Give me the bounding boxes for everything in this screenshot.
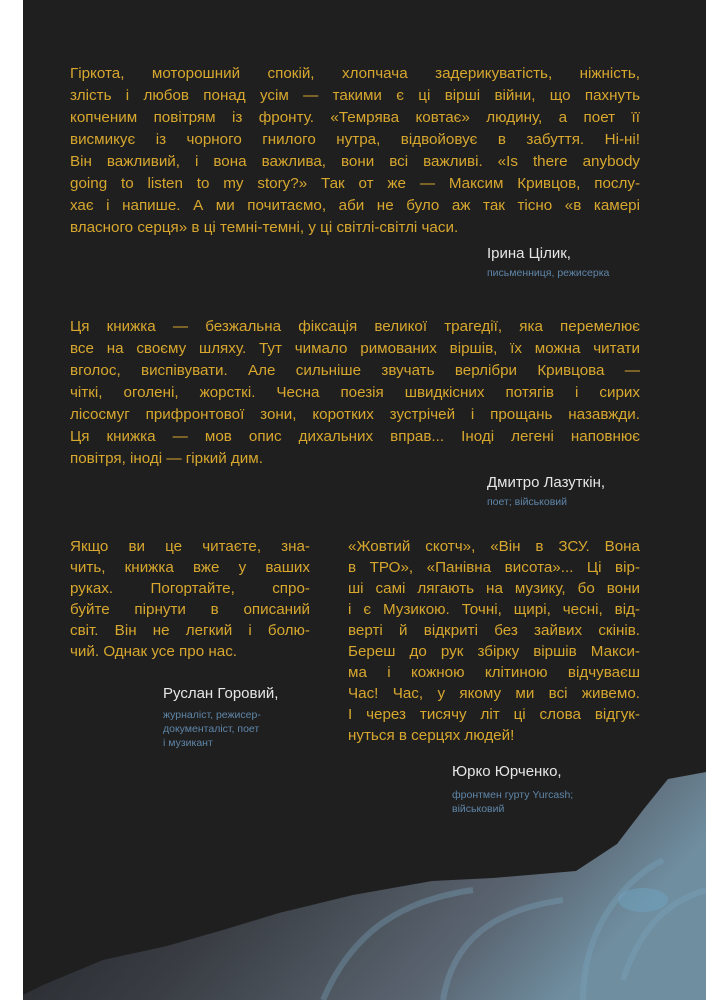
- text-line: в ТРО», «Панівна висота»... Ці вір-: [348, 559, 640, 576]
- text-line: руках. Погортайте, спро-: [70, 580, 310, 597]
- review-2-role: [487, 495, 567, 509]
- text-line: буйте пірнути в описаний: [70, 601, 310, 618]
- text-line: going to listen to my story?» Так от же — Максим Кривцов, послу-: [70, 175, 640, 192]
- review-2-author: Дмитро Лазуткін,: [487, 474, 606, 491]
- role-line: поет; військовий: [487, 496, 568, 508]
- role-line: журналіст, режисер-: [163, 709, 261, 721]
- role-line: фронтмен гурту Yurcash;: [452, 789, 574, 801]
- text-line: лісосмуг прифронтової зони, коротких зустрічей і прощань назавжди.: [70, 406, 640, 423]
- text-line: нуться в серцях людей!: [348, 727, 515, 744]
- text-line: Береш до рук збірку віршів Макси-: [348, 643, 640, 660]
- text-line: «Жовтий скотч», «Він в ЗСУ. Вона: [348, 538, 640, 555]
- role-line: письменниця, режисерка: [487, 267, 610, 279]
- text-line: Час! Час, у якому ми всі живемо.: [348, 685, 640, 702]
- text-line: чий. Однак усе про нас.: [70, 643, 238, 660]
- text-line: чіткі, оголені, жорсткі. Чесна поезія швидкісних потягів і сирих: [70, 384, 640, 401]
- text-line: верті й відкриті без зайвих скінів.: [348, 622, 640, 639]
- review-1-role: [487, 266, 609, 280]
- text-line: І через тисячу літ ці слова відгук-: [348, 706, 640, 723]
- text-line: ші самі лягають на музику, бо вони: [348, 580, 640, 597]
- review-3-text: [70, 536, 310, 662]
- review-3-role: [163, 708, 261, 750]
- text-line: власного серця» в ці темні-темні, у ці світлі-світлі часи.: [70, 219, 459, 236]
- text-line: і є Музикою. Точні, щирі, чесні, від-: [348, 601, 640, 618]
- text-line: злість і любов понад усім — такими є ці вірші війни, що пахнуть: [70, 87, 640, 104]
- text-line: вголос, виспівувати. Але сильніше звучать верлібри Кривцова —: [70, 362, 640, 379]
- text-line: копченим повітрям із фронту. «Темрява ковтає» людину, а поет її: [70, 109, 640, 126]
- review-1-author: Ірина Цілик,: [487, 245, 571, 262]
- text-line: хає і напише. А ми почитаємо, аби не було аж так тісно «в камері: [70, 197, 640, 214]
- back-cover: [23, 0, 706, 1000]
- role-line: військовий: [452, 803, 505, 815]
- text-line: ма і кожною клітиною відчуваєш: [348, 664, 640, 681]
- text-line: повітря, іноді — гіркий дим.: [70, 450, 263, 467]
- text-line: все на своєму шляху. Тут чимало римованих віршів, їх можна читати: [70, 340, 640, 357]
- text-line: Ця книжка — безжальна фіксація великої трагедії, яка перемелює: [70, 318, 640, 335]
- text-line: чить, книжка вже у ваших: [70, 559, 310, 576]
- text-line: Гіркота, моторошний спокій, хлопчача задерикуватість, ніжність,: [70, 65, 640, 82]
- text-line: висмикує із чорного гнилого нутра, відвойовує в забуття. Ні-ні!: [70, 131, 640, 148]
- review-4-author: Юрко Юрченко,: [452, 763, 562, 780]
- role-line: і музикант: [163, 737, 213, 749]
- text-line: Ця книжка — мов опис дихальних вправ... Іноді легені наповнює: [70, 428, 640, 445]
- text-line: Якщо ви це читаєте, зна-: [70, 538, 310, 555]
- review-2-text: [70, 316, 640, 470]
- text-line: світ. Він не легкий і болю-: [70, 622, 310, 639]
- review-4-role: [452, 788, 573, 816]
- review-4-text: [348, 536, 640, 746]
- review-3-author: Руслан Горовий,: [163, 685, 279, 702]
- role-line: документаліст, поет: [163, 723, 260, 735]
- text-line: Він важливий, і вона важлива, вони всі важливі. «Is there anybody: [70, 153, 640, 170]
- review-1-text: [70, 63, 640, 239]
